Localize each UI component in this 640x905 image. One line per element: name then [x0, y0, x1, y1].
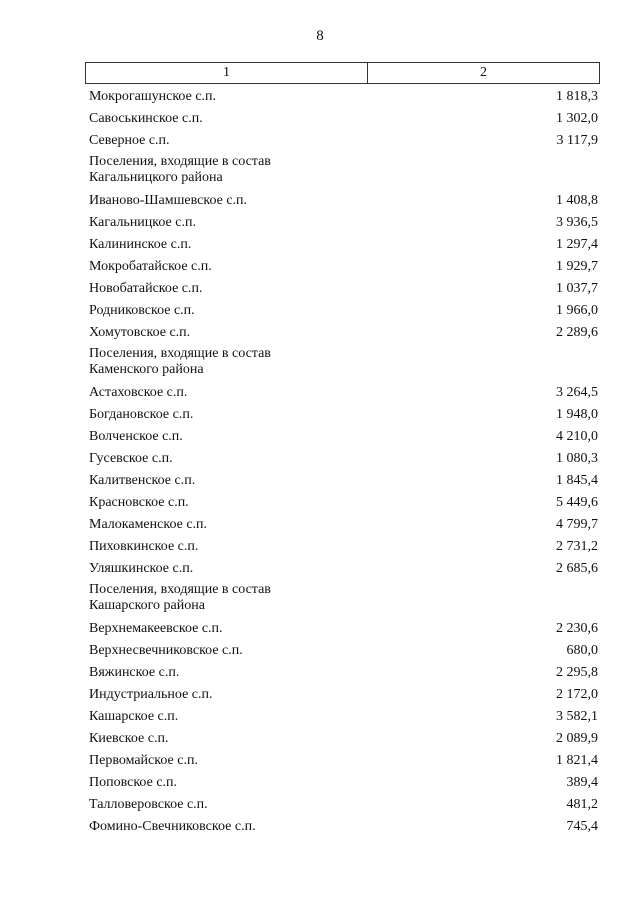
settlement-value: 3 264,5 — [556, 385, 598, 400]
table-row — [89, 774, 599, 796]
header-col-1: 1 — [86, 63, 368, 83]
settlement-value: 4 210,0 — [556, 429, 598, 444]
table-row — [89, 110, 599, 132]
table-row — [89, 620, 599, 642]
settlement-name: Талловеровское с.п. — [89, 797, 208, 812]
settlement-name: Кагальницкое с.п. — [89, 215, 196, 230]
settlement-value — [598, 346, 599, 384]
settlement-value: 3 582,1 — [556, 709, 598, 724]
table-row — [89, 818, 599, 840]
table-row — [89, 258, 599, 280]
settlement-name: Иваново-Шамшевское с.п. — [89, 193, 248, 208]
table-body — [89, 88, 599, 840]
header-col-2: 2 — [480, 65, 487, 80]
settlement-name: Калининское с.п. — [89, 237, 192, 252]
settlement-value: 2 295,8 — [556, 665, 598, 680]
settlement-name: Киевское с.п. — [89, 731, 169, 746]
settlement-name: Родниковское с.п. — [89, 303, 195, 318]
table-row — [89, 192, 599, 214]
settlement-name: Поповское с.п. — [89, 775, 178, 790]
settlement-value: 2 731,2 — [556, 539, 598, 554]
settlement-name: Гусевское с.п. — [89, 451, 173, 466]
settlement-value: 4 799,7 — [556, 517, 598, 532]
settlement-value: 1 408,8 — [556, 193, 598, 208]
settlement-value: 2 089,9 — [556, 731, 598, 746]
settlement-value: 1 080,3 — [556, 451, 598, 466]
settlement-value: 1 821,4 — [556, 753, 598, 768]
table-row — [89, 280, 599, 302]
settlement-value: 389,4 — [566, 775, 598, 790]
table-row — [89, 752, 599, 774]
settlement-value: 745,4 — [566, 819, 598, 834]
settlement-name: Новобатайское с.п. — [89, 281, 203, 296]
settlement-name: Богдановское с.п. — [89, 407, 194, 422]
settlement-value: 1 818,3 — [556, 89, 598, 104]
table-row — [89, 88, 599, 110]
table-row — [89, 642, 599, 664]
settlement-name: Кашарское с.п. — [89, 709, 179, 724]
table-row — [89, 132, 599, 154]
settlement-name: Хомутовское с.п. — [89, 325, 191, 340]
settlement-value: 1 297,4 — [556, 237, 598, 252]
group-heading: Поселения, входящие в состав Кашарского района — [89, 582, 271, 613]
settlement-name: Индустриальное с.п. — [89, 687, 213, 702]
settlement-value: 2 172,0 — [556, 687, 598, 702]
settlement-name: Северное с.п. — [89, 133, 170, 148]
settlement-value: 1 845,4 — [556, 473, 598, 488]
settlement-name: Первомайское с.п. — [89, 753, 198, 768]
table-row — [89, 538, 599, 560]
page-number: 8 — [316, 28, 324, 44]
table-row — [89, 560, 599, 582]
table-row — [89, 324, 599, 346]
group-heading: Поселения, входящие в состав Каменского района — [89, 346, 271, 377]
table-row — [89, 450, 599, 472]
settlement-name: Верхнемакеевское с.п. — [89, 621, 223, 636]
settlement-value: 1 037,7 — [556, 281, 598, 296]
settlement-value: 3 117,9 — [556, 133, 598, 148]
settlement-name: Савоськинское с.п. — [89, 111, 203, 126]
settlement-value: 481,2 — [566, 797, 598, 812]
group-heading-row — [89, 582, 599, 620]
group-heading-row — [89, 346, 599, 384]
settlement-name: Мокробатайское с.п. — [89, 259, 212, 274]
settlement-name: Фомино-Свечниковское с.п. — [89, 819, 256, 834]
table-row — [89, 708, 599, 730]
table-row — [89, 664, 599, 686]
table-row — [89, 796, 599, 818]
table-row — [89, 214, 599, 236]
settlement-name: Волченское с.п. — [89, 429, 183, 444]
settlement-name: Малокаменское с.п. — [89, 517, 208, 532]
settlement-value: 2 230,6 — [556, 621, 598, 636]
table-row — [89, 730, 599, 752]
group-heading-row — [89, 154, 599, 192]
table-row — [89, 302, 599, 324]
group-heading: Поселения, входящие в состав Кагальницкого района — [89, 154, 271, 185]
table-row — [89, 516, 599, 538]
settlement-name: Красновское с.п. — [89, 495, 189, 510]
settlement-value: 2 685,6 — [556, 561, 598, 576]
table-row — [89, 428, 599, 450]
settlement-name: Мокрогашунское с.п. — [89, 89, 217, 104]
settlement-name: Калитвенское с.п. — [89, 473, 196, 488]
settlement-name: Верхнесвечниковское с.п. — [89, 643, 243, 658]
settlement-value: 680,0 — [566, 643, 598, 658]
table-row — [89, 406, 599, 428]
table-row — [89, 686, 599, 708]
table-row — [89, 472, 599, 494]
settlement-value: 1 302,0 — [556, 111, 598, 126]
settlement-value: 1 948,0 — [556, 407, 598, 422]
table-header — [85, 62, 600, 84]
settlement-value — [598, 154, 599, 192]
settlement-name: Пиховкинское с.п. — [89, 539, 199, 554]
table-row — [89, 494, 599, 516]
settlement-value: 2 289,6 — [556, 325, 598, 340]
settlement-name: Уляшкинское с.п. — [89, 561, 194, 576]
table-row — [89, 236, 599, 258]
table-row — [89, 384, 599, 406]
settlement-value: 1 966,0 — [556, 303, 598, 318]
settlement-value: 1 929,7 — [556, 259, 598, 274]
settlement-value: 3 936,5 — [556, 215, 598, 230]
settlement-value — [598, 582, 599, 620]
settlement-name: Вяжинское с.п. — [89, 665, 180, 680]
settlement-name: Астаховское с.п. — [89, 385, 188, 400]
settlement-value: 5 449,6 — [556, 495, 598, 510]
